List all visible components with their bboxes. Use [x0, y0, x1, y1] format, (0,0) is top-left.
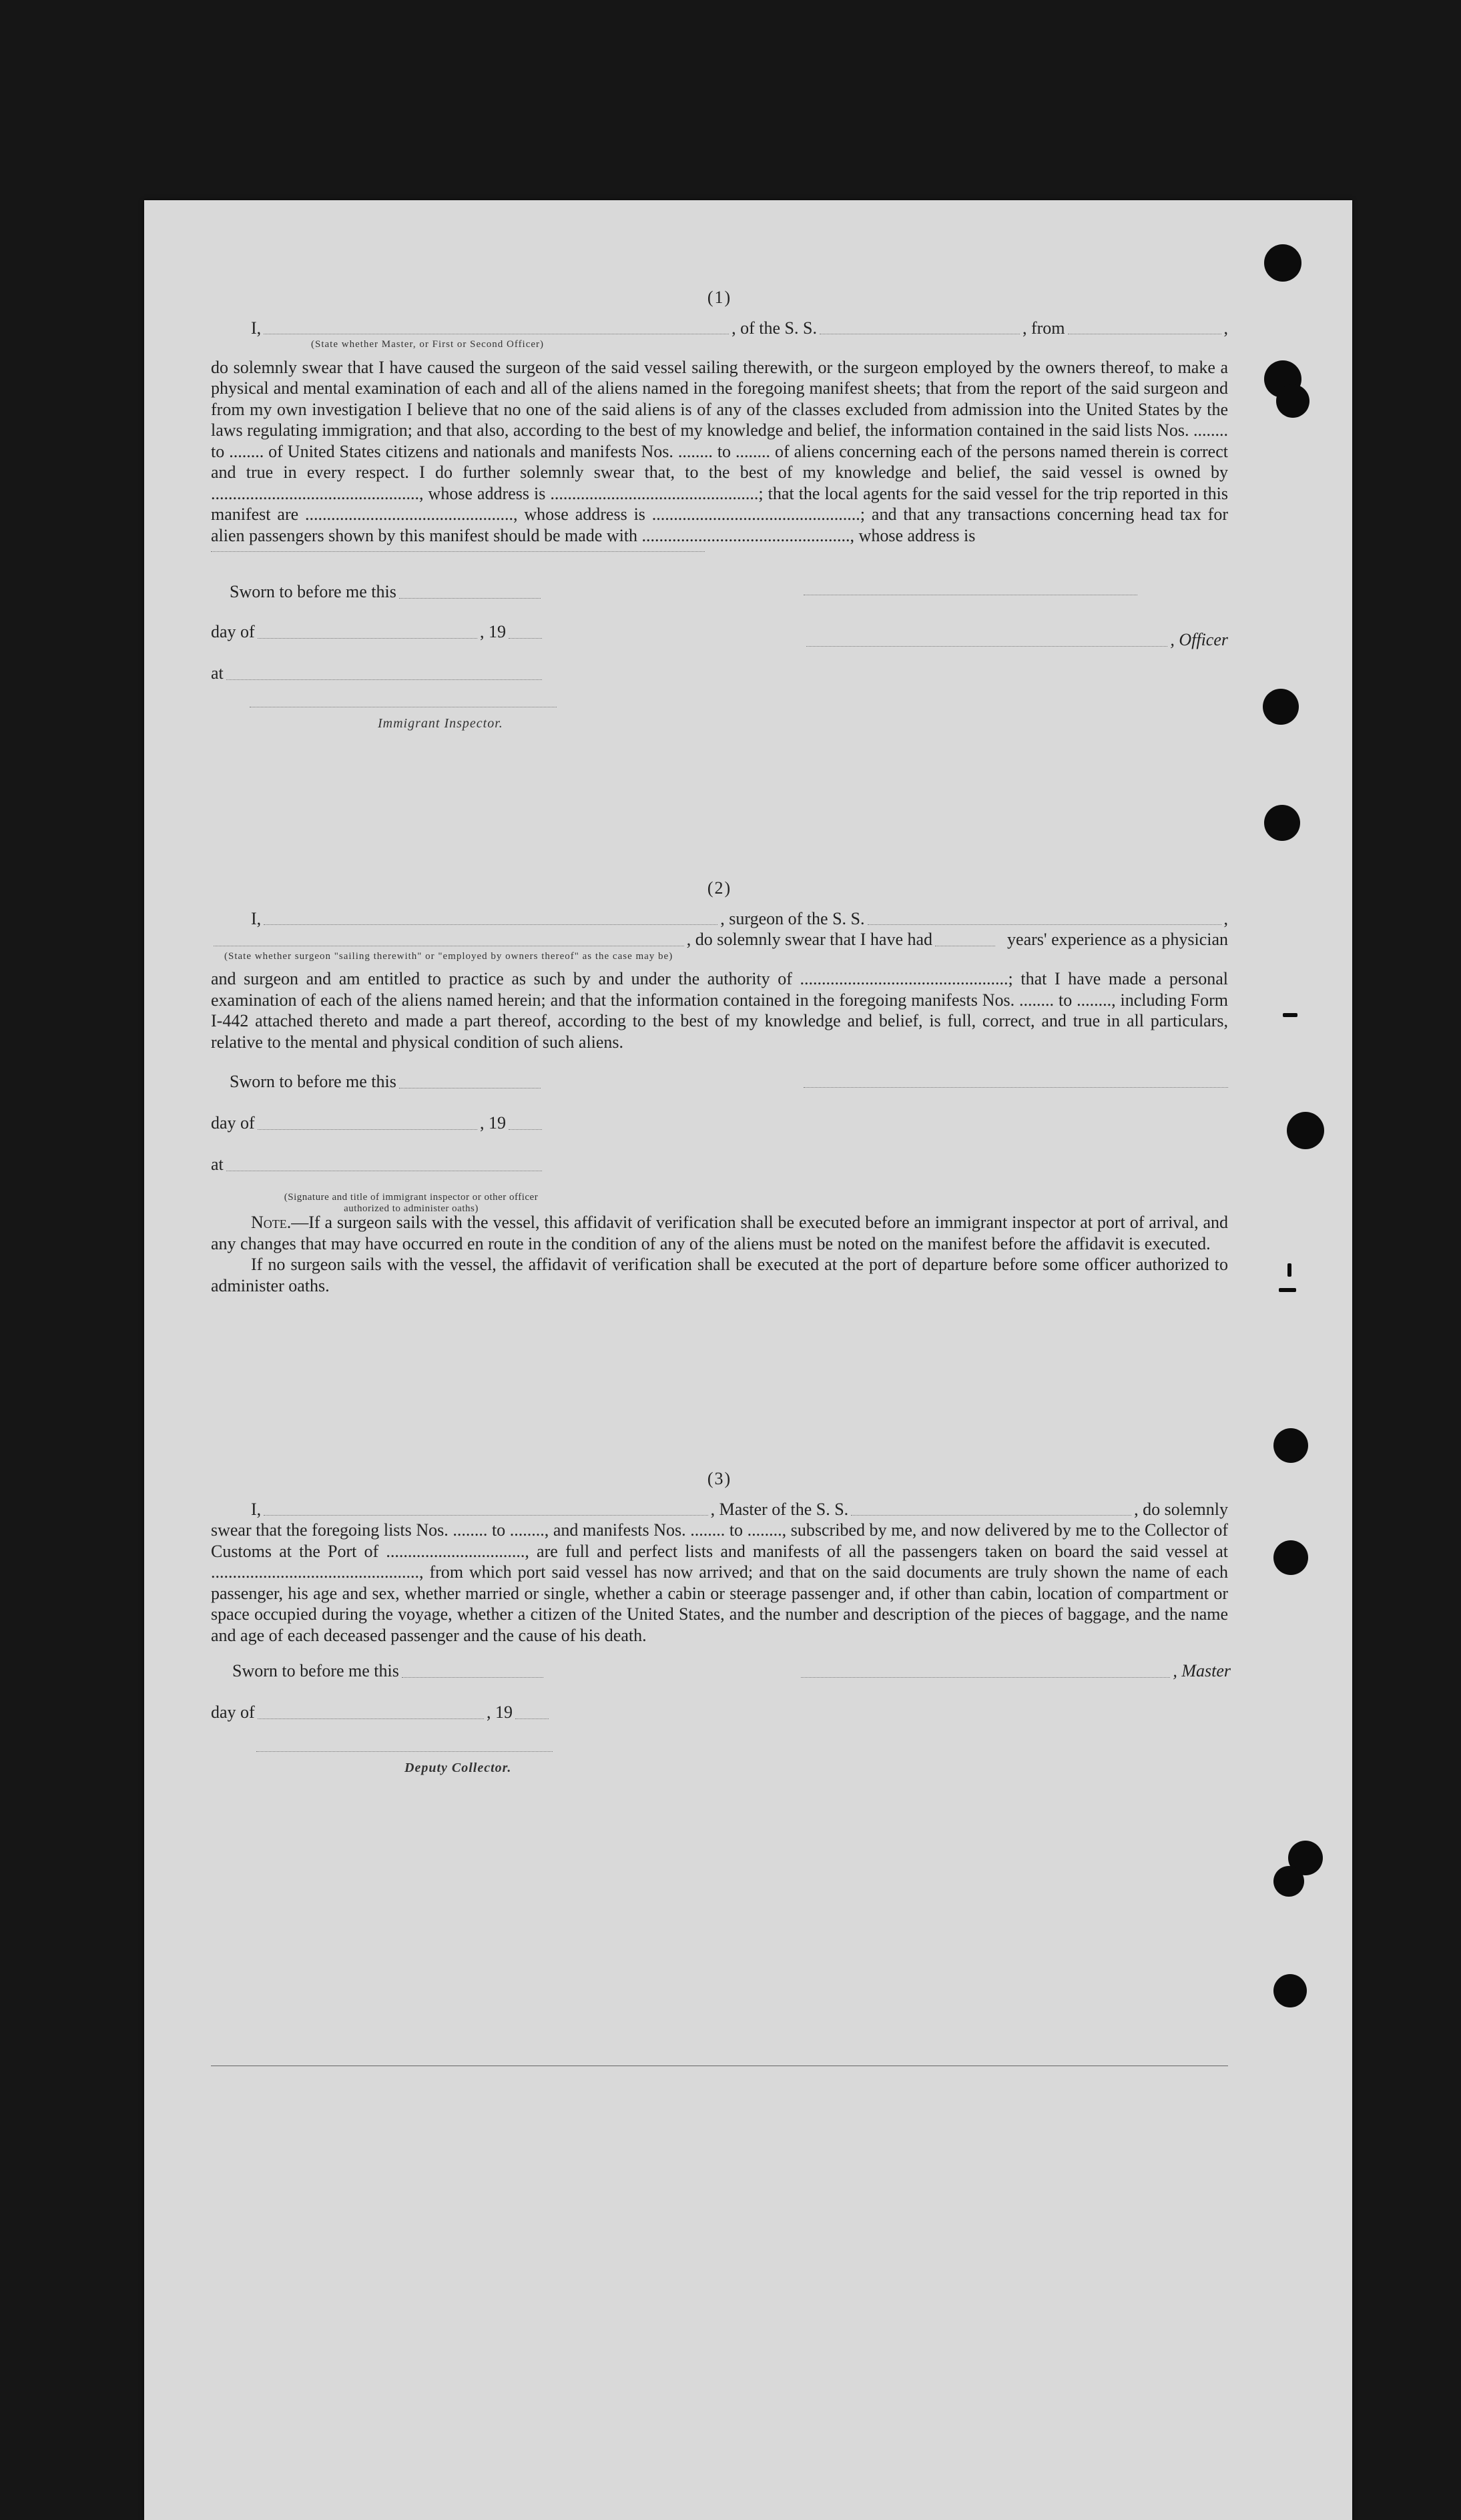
punch-hole: [1276, 384, 1309, 418]
section-3-sworn-block: Sworn to before me this , Master day of , 19 Deputy Collector.: [211, 1658, 1228, 1791]
punch-hole: [1273, 1428, 1308, 1463]
punch-hole: [1264, 805, 1300, 841]
section-1: [211, 287, 1228, 731]
section-3-body: swear that the foregoing lists Nos. ........ to ........, and manifests Nos. ........ to ........, subscribed by me, and now delivered by me to the Collector of Customs at the Port of ................................, are full and perfect lists and manifests of all the passengers taken on board the said vessel at ................................................, from which port said vessel has now arrived; and that on the said documents are truly shown the name of each passenger, his age and sex, whether married or single, whether a cabin or steerage passenger and, if other than cabin, location of compartment or space occupied during the voyage, whether a citizen of the United States, and the number and description of the pieces of baggage, and the name and age of each deceased passenger and the cause of his death.: [211, 1520, 1228, 1645]
officer-label: , Officer: [1170, 630, 1228, 649]
margin-mark: [1279, 1288, 1296, 1292]
at-place-field[interactable]: [226, 679, 542, 680]
officer-signature-field[interactable]: [806, 646, 1167, 647]
inspector-label: Immigrant Inspector.: [378, 716, 503, 731]
section-1-number: (1): [707, 288, 732, 307]
punch-hole: [1273, 1540, 1308, 1575]
master-name-field[interactable]: [264, 1515, 707, 1516]
section-2-sworn-block: Sworn to before me this day of , 19 at (Signature and title of immigrant inspector or other officer authorized to administer oaths): [211, 1068, 1228, 1212]
master-label: , Master: [1173, 1661, 1231, 1680]
punch-hole: [1273, 1866, 1304, 1897]
section-2-number: (2): [707, 878, 732, 898]
surgeon-signature-line[interactable]: [804, 1087, 1228, 1088]
section-1-header-line: I, , of the S. S. , from ,: [251, 318, 1228, 338]
transaction-address-field[interactable]: [211, 546, 705, 552]
collector-label: Deputy Collector.: [404, 1761, 512, 1775]
note-label: Note.: [251, 1213, 292, 1232]
day-of-field[interactable]: [258, 638, 477, 639]
year-field[interactable]: [509, 638, 542, 639]
officer-caption: (State whether Master, or First or Second Officer): [311, 339, 545, 350]
signature-caption: (Signature and title of immigrant inspector or other officer authorized to administer oaths): [284, 1192, 539, 1214]
day-of-field-3[interactable]: [258, 1718, 484, 1719]
section-2-body: and surgeon and am entitled to practice as such by and under the authority of ................................................; that I have made a personal examination of each of the aliens named herein; and that the information contained in the foregoing manifests Nos. ........ to ........, including Form I-442 attached thereto and made a part thereof, according to the best of my knowledge and belief, is full, correct, and true in all particulars, relative to the mental and physical condition of such aliens.: [211, 969, 1228, 1052]
manifest-verification-page: [144, 200, 1352, 2520]
punch-hole: [1287, 1112, 1324, 1149]
note-block: Note.—If a surgeon sails with the vessel, this affidavit of verification shall be executed before an immigrant inspector at port of arrival, and any changes that may have occurred en route in the condition of any of the aliens must be noted on the manifest before the affidavit is executed. If no surgeon sails with the vessel, the affidavit of verification shall be executed at the port of departure before some officer authorized to administer oaths.: [211, 1213, 1228, 1295]
master-ship-field[interactable]: [851, 1515, 1131, 1516]
punch-hole: [1263, 689, 1299, 725]
punch-hole: [1273, 1974, 1307, 2007]
surgeon-caption: (State whether surgeon "sailing therewith" or "employed by owners thereof" as the case may be): [224, 950, 673, 962]
sworn-date-field-3[interactable]: [402, 1677, 543, 1678]
collector-signature-line[interactable]: [256, 1751, 553, 1752]
master-signature-field[interactable]: [801, 1677, 1170, 1678]
day-of-field-2[interactable]: [258, 1129, 477, 1130]
margin-mark: [1283, 1013, 1297, 1017]
section-1-body: do solemnly swear that I have caused the surgeon of the said vessel sailing therewith, or the surgeon employed by the owners thereof, to make a physical and mental examination of each and all of the aliens named in the foregoing manifest sheets; that from the report of the said surgeon and from my own investigation I believe that no one of the said aliens is of any of the classes excluded from admission into the United States by the laws regulating immigration; and that also, according to the best of my knowledge and belief, the information contained in the said lists Nos. ........ to ........ of United States citizens and nationals and manifests Nos. ........ to ........ of aliens concerning each of the persons named therein is correct and true in every respect. I do further solemnly swear that, to the best of my knowledge and belief, the said vessel is owned by ................................................, whose address is ................................................; that the local agents for the said vessel for the trip reported in this manifest are ................................................, whose address is ................................................; and that any transactions concerning head tax for alien passengers shown by this manifest should be made with ................................................, whose address is: [211, 357, 1228, 545]
punch-hole: [1264, 244, 1301, 282]
section-3-number: (3): [707, 1469, 732, 1488]
year-field-3[interactable]: [515, 1718, 549, 1719]
section-2: (2) I, , surgeon of the S. S. , , do solemnly swear that I have had years' experience as a physician (State whether surgeon "sailing therewith" or "employed by owners thereof" as the case may be) and surgeon and am entitled to practice as such by and under the authority of ................................................; that I have made a personal examination of each of the aliens named herein; and that the information contained in the foregoing manifests Nos. ........ to ........, including Form I-442 attached thereto and made a part thereof, according to the best of my knowledge and belief, is full, correct, and true in all particulars, relative to the mental and physical condition of such aliens. Sworn to before me this day of , 19 at (Signature and title of immigrant inspector or other officer authorized to administer oaths) Note.—If a surgeon sails with the vessel, this affidavit of verification shall be executed before an immigrant inspector at port of arrival, and any changes that may have occurred en route in the condition of any of the aliens must be noted on the manifest before the affidavit is executed. If no surgeon sails with the vessel, the affidavit of verification shall be executed at the port of departure before some officer authorized to administer oaths.: [211, 878, 1228, 1295]
surgeon-ship-field[interactable]: [868, 924, 1221, 925]
year-field-2[interactable]: [509, 1129, 542, 1130]
sworn-date-field[interactable]: [399, 598, 541, 599]
surgeon-name-field[interactable]: [264, 924, 717, 925]
section-3: (3) I, , Master of the S. S. , do solemnly swear that the foregoing lists Nos. ........ to ........, and manifests Nos. ........ to ........, subscribed by me, and now delivered by me to the Collector of Customs at the Port of ................................, are full and perfect lists and manifests of all the passengers taken on board the said vessel at ................................................, from which port said vessel has now arrived; and that on the said documents are truly shown the name of each passenger, his age and sex, whether married or single, whether a cabin or steerage passenger and, if other than cabin, location of compartment or space occupied during the voyage, whether a citizen of the United States, and the number and description of the pieces of baggage, and the name and age of each deceased passenger and the cause of his death. Sworn to before me this , Master day of , 19 Deputy Collector.: [211, 1468, 1228, 1791]
section-1-sworn-block: Sworn to before me this day of , 19 at , Officer Immigrant Inspector.: [211, 568, 1228, 731]
margin-mark: [1287, 1263, 1291, 1277]
